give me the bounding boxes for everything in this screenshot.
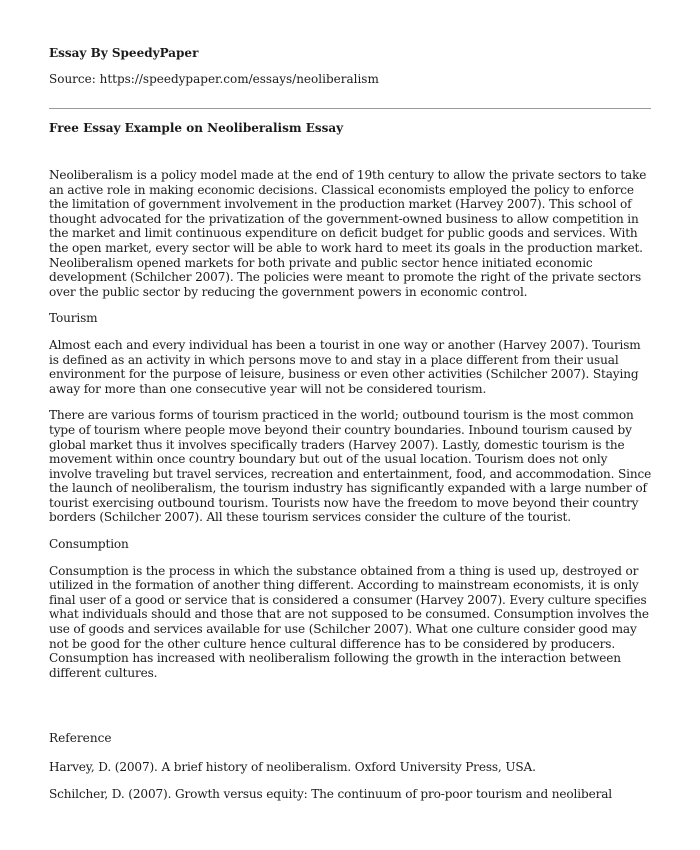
header-divider — [49, 108, 651, 109]
essay-title: Free Essay Example on Neoliberalism Essay — [49, 121, 344, 135]
tourism-paragraph-1: Almost each and every individual has been a tourist in one way or another (Harvey 2007). Tourism is defined as an activity in which persons move to and stay in a place different from their usual environment for the purpose of leisure, business or even other activities (Schilcher 2007). Staying away for more than one consecutive year will not be considered tourism. — [49, 337, 641, 396]
reference-item: Harvey, D. (2007). A brief history of neoliberalism. Oxford University Press, USA. — [49, 760, 536, 774]
essay-body — [49, 168, 653, 692]
source-line: Source: https://speedypaper.com/essays/neoliberalism — [49, 72, 379, 86]
site-title: Essay By SpeedyPaper — [49, 46, 199, 60]
consumption-paragraph: Consumption is the process in which the substance obtained from a thing is used up, destroyed or utilized in the formation of another thing different. According to mainstream economists, it is only final user of a good or service that is considered a consumer (Harvey 2007). Every culture specifies what individuals should and those that are not supposed to be consumed. Consumption involves the use of goods and services available for use (Schilcher 2007). What one culture consider good may not be good for the other culture hence cultural difference has to be considered by producers. Consumption has increased with neoliberalism following the growth in the interaction between different cultures. — [49, 563, 649, 680]
reference-item: Schilcher, D. (2007). Growth versus equity: The continuum of pro-poor tourism and neoliberal — [49, 787, 612, 801]
tourism-paragraph-2: There are various forms of tourism practiced in the world; outbound tourism is the most common type of tourism where people move beyond their country boundaries. Inbound tourism caused by global market thus it involves specifically traders (Harvey 2007). Lastly, domestic tourism is the movement within once country boundary but out of the usual location. Tourism does not only involve traveling but travel services, recreation and entertainment, food, and accommodation. Since the launch of neoliberalism, the tourism industry has significantly expanded with a large number of tourist exercising outbound tourism. Tourists now have the freedom to move beyond their country borders (Schilcher 2007). All these tourism services consider the culture of the tourist. — [49, 408, 652, 525]
references-heading: Reference — [49, 731, 112, 745]
intro-paragraph: Neoliberalism is a policy model made at the end of 19th century to allow the private sectors to take an active role in making economic decisions. Classical economists employed the policy to enforce the limitation of government involvement in the production market (Harvey 2007). This school of thought advocated for the privatization of the government-owned business to allow competition in the market and limit continuous expenditure on deficit budget for public goods and services. With the open market, every sector will be able to work hard to meet its goals in the production market. Neoliberalism opened markets for both private and public sector hence initiated economic development (Schilcher 2007). The policies were meant to promote the right of the private sectors over the public sector by reducing the government powers in economic control. — [49, 168, 647, 299]
section-heading-consumption: Consumption — [49, 537, 129, 552]
section-heading-tourism: Tourism — [49, 311, 98, 326]
